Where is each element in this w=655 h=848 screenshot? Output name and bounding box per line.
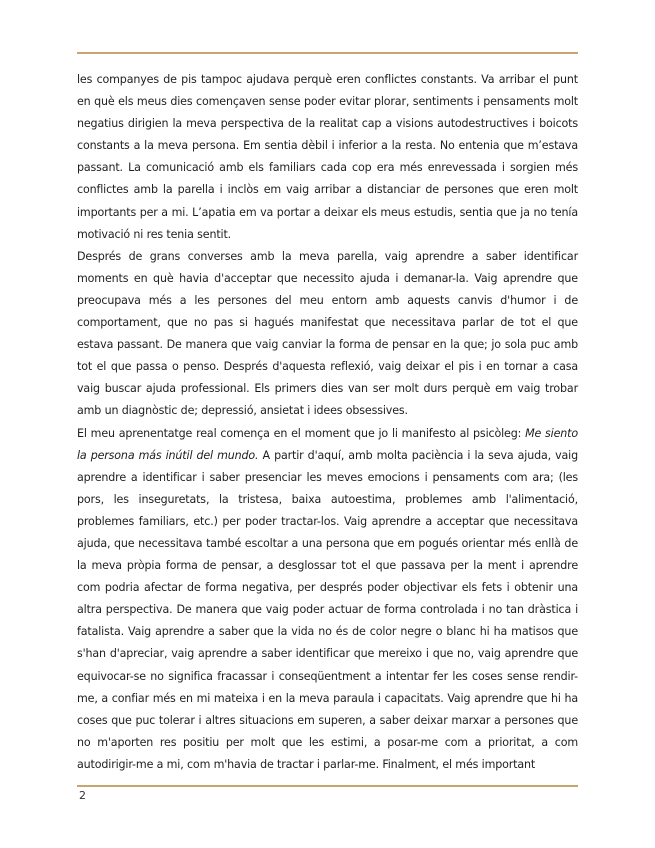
paragraph-3-rest: A partir d'aquí, amb molta paciència i la seva ajuda, vaig aprendre a identificar i saber presenciar les meves emocions i pensaments com ara; (les pors, les inseguretats, la tristesa, baixa autoestima, problemes amb l'alimentació, problemes familiars, etc.) per poder tractar-los. Vaig aprendre a acceptar que necessitava ajuda, que necessitava també escoltar a una persona que em pogués orientar més enllà de la meva pròpia forma de pensar, a desglossar tot el que passava per la ment i aprendre com podria afectar de forma negativa, per després poder objectivar els fets i obtenir una altra perspectiva. De manera que vaig poder actuar de forma controlada i no tan dràstica i fatalista. Vaig aprendre a saber que la vida no és de color negre o blanc hi ha matisos que s'han d'apreciar, vaig aprendre a saber identificar que mereixo i que no, vaig aprendre que equivocar-se no significa fracassar i conseqüentment a intentar fer les coses sense rendir-me, a confiar més en mi mateixa i en la meva paraula i capacitats. Vaig aprendre que hi ha coses que puc tolerar i altres situacions em superen, a saber deixar marxar a persones que no m'aporten res positiu per molt que les estimi, a posar-me com a prioritat, a com autodirigir-me a mi, com m'havia de tractar i parlar-me. Finalment, el més important bbox=[77, 448, 578, 771]
paragraph-3-lead: El meu aprenentatge real comença en el moment que jo li manifesto al psicòleg: bbox=[77, 426, 526, 440]
paragraph-1: les companyes de pis tampoc ajudava perquè eren conflictes constants. Va arribar el punt en què els meus dies començaven sense poder evitar plorar, sentiments i pensaments molt negatius dirigien la meva perspectiva de la realitat cap a visions autodestructives i boicots constants a la meva persona. Em sentia dèbil i inferior a la resta. No entenia que m’estava passant. La comunicació amb els familiars cada cop era més enrevessada i sorgien més conflictes amb la parella i inclòs em vaig arribar a distanciar de persones que eren molt importants per a mi. L’apatia em va portar a deixar els meus estudis, sentia que ja no tenía motivació ni res tenia sentit. bbox=[77, 73, 578, 241]
page-number: 2 bbox=[79, 789, 86, 802]
header-rule bbox=[77, 52, 578, 54]
page-body bbox=[77, 69, 578, 776]
paragraph-3 bbox=[77, 423, 578, 777]
footer-rule bbox=[77, 785, 578, 787]
paragraph-2: Després de grans converses amb la meva parella, vaig aprendre a saber identificar moments en què havia d'acceptar que necessito ajuda i demanar-la. Vaig aprendre que preocupava més a les persones del meu entorn amb aquests canvis d'humor i de comportament, que no pas si hagués manifestat que necessitava parlar de tot el que estava passant. De manera que vaig canviar la forma de pensar en la que; jo sola puc amb tot el que passa o penso. Després d'aquesta reflexió, vaig deixar el pis i en tornar a casa vaig buscar ajuda professional. Els primers dies van ser molt durs perquè em vaig trobar amb un diagnòstic de; depressió, ansietat i idees obsessives. bbox=[77, 249, 578, 418]
paragraph-3-quote: Me siento la persona más inútil del mundo. bbox=[77, 426, 578, 462]
